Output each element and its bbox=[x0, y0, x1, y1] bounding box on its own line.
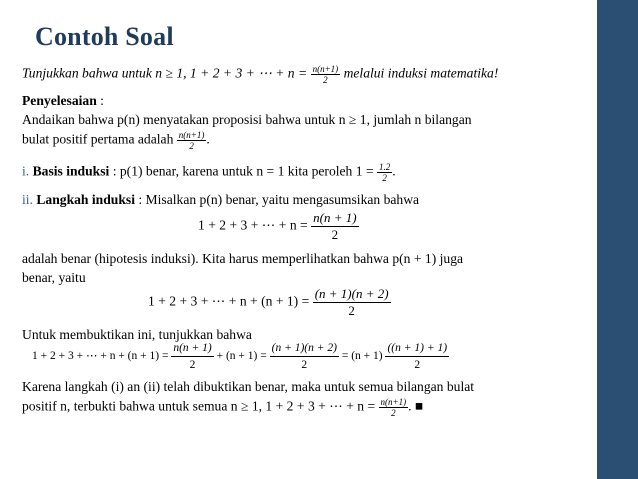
problem-suffix: melalui induksi matematika! bbox=[343, 65, 499, 81]
problem-prefix: Tunjukkan bahwa untuk n ≥ 1, 1 + 2 + 3 + ⋯ + n = bbox=[22, 65, 308, 81]
intro-fraction: $\frac{n(n+1)}{2}$ bbox=[178, 130, 205, 151]
step-2-label: Langkah induksi bbox=[36, 192, 135, 207]
step-1-marker: i. bbox=[22, 163, 30, 179]
step-1-label: Basis induksi bbox=[32, 163, 110, 179]
step-2-marker: ii. bbox=[22, 192, 33, 207]
step-basis: i. Basis induksi : p(1) benar, karena untuk n = 1 kita peroleh 1 = $\frac{1.2}{2}$ . bbox=[22, 162, 396, 183]
intro-line-1: Andaikan bahwa p(n) menyatakan proposisi bahwa untuk n ≥ 1, jumlah n bilangan bbox=[22, 112, 472, 127]
para-hypothesis-line-1: adalah benar (hipotesis induksi). Kita harus memperlihatkan bahwa p(n + 1) juga bbox=[22, 251, 464, 266]
slide-title: Contoh Soal bbox=[35, 22, 174, 51]
qed-mark: . ■ bbox=[408, 398, 424, 414]
intro-line-2: bulat positif pertama adalah $\frac{n(n+1)}{2}$ . bbox=[22, 130, 210, 151]
equation-target: 1 + 2 + 3 + ⋯ + n + (n + 1) = $\frac{(n + 1)(n + 2)}{2}$ bbox=[148, 286, 389, 318]
para-proof-intro: Untuk membuktikan ini, tunjukkan bahwa bbox=[22, 327, 252, 342]
equation-hypothesis-fraction: $\frac{n(n + 1)}{2}$ bbox=[313, 210, 357, 242]
equation-target-fraction: $\frac{(n + 1)(n + 2)}{2}$ bbox=[314, 286, 389, 318]
sidebar-accent-bar bbox=[597, 0, 638, 479]
basis-fraction: $\frac{1.2}{2}$ bbox=[379, 162, 391, 183]
solution-heading: Penyelesaian : bbox=[22, 93, 104, 108]
problem-fraction: $\frac{n(n+1)}{2}$ bbox=[312, 64, 339, 85]
problem-statement bbox=[22, 64, 498, 85]
conclusion-line-2: positif n, terbukti bahwa untuk semua n ≥ 1, 1 + 2 + 3 + ⋯ + n = $\frac{n(n+1)}{2}$ . ■ bbox=[22, 397, 424, 418]
step-induction: ii. Langkah induksi : Misalkan p(n) benar, yaitu mengasumsikan bahwa bbox=[22, 192, 420, 207]
equation-proof: 1 + 2 + 3 + ⋯ + n + (n + 1) = $\frac{n(n + 1)}{2}$ + (n + 1) = $\frac{(n + 1)(n + 2)}{2}$ = (n + 1) $\frac{((n + 1) + 1)}{2}$ bbox=[32, 342, 448, 371]
solution-label: Penyelesaian bbox=[22, 93, 97, 108]
conclusion-fraction: $\frac{n(n+1)}{2}$ bbox=[380, 397, 407, 418]
proof-fraction-2: $\frac{(n + 1)(n + 2)}{2}$ bbox=[271, 342, 337, 371]
conclusion-line-1: Karena langkah (i) an (ii) telah dibuktikan benar, maka untuk semua bilangan bulat bbox=[22, 379, 475, 394]
equation-hypothesis: 1 + 2 + 3 + ⋯ + n = $\frac{n(n + 1)}{2}$ bbox=[198, 210, 357, 242]
para-hypothesis-line-2: benar, yaitu bbox=[22, 270, 86, 285]
proof-fraction-3: $\frac{((n + 1) + 1)}{2}$ bbox=[387, 342, 448, 371]
proof-fraction-1: $\frac{n(n + 1)}{2}$ bbox=[173, 342, 212, 371]
